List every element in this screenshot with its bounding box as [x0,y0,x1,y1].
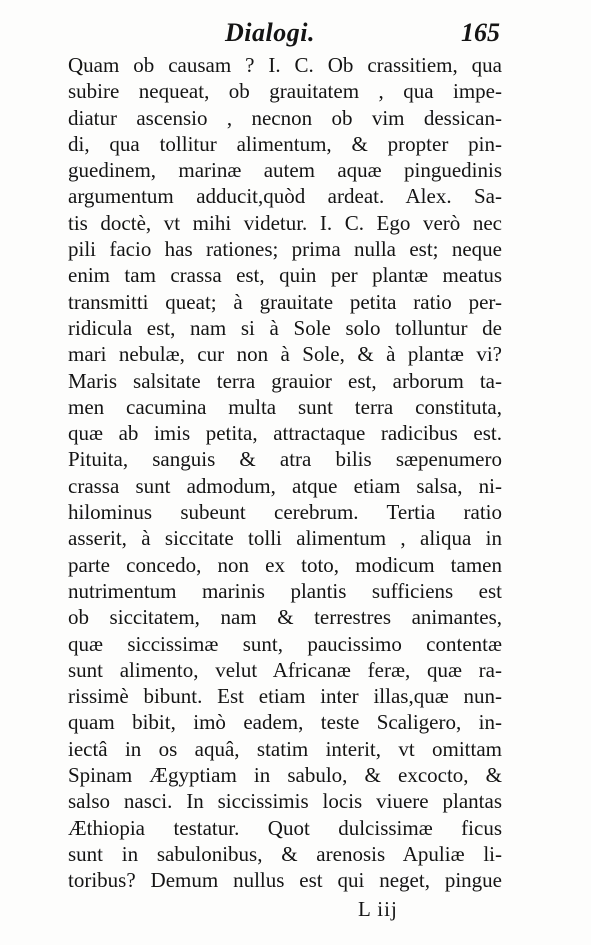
text-line: guedinem, marinæ autem aquæ pinguedinis [68,158,502,183]
text-line: quæ siccissimæ sunt, paucissimo contentæ [68,631,502,656]
text-line: pili facio has rationes; prima nulla est; neque [68,237,502,262]
text-line: rissimè bibunt. Est etiam inter illas,quæ nun- [68,684,502,709]
text-line: crassa sunt admodum, atque etiam salsa, ni- [68,473,502,498]
text-line: Maris salsitate terra grauior est, arborum ta- [68,368,502,393]
text-line: argumentum adducit,quòd ardeat. Alex. Sa- [68,184,502,209]
text-line: enim tam crassa est, quin per plantæ meatus [68,263,502,288]
text-line: Quam ob causam ? I. C. Ob crassitiem, qua [68,53,502,77]
page-number: 165 [461,18,500,47]
text-line: nutrimentum marinis plantis sufficiens est [68,578,502,603]
text-line: ob siccitatem, nam & terrestres animantes, [68,605,502,630]
text-line: sunt in sabulonibus, & arenosis Apuliæ li- [68,841,502,866]
body-text [68,52,502,894]
text-line: hilominus subeunt cerebrum. Tertia ratio [68,500,502,525]
text-line: diatur ascensio , necnon ob vim dessican- [68,105,502,130]
text-line: asserit, à siccitate tolli alimentum , aliqua in [68,526,502,551]
running-title: Dialogi. [225,18,315,47]
text-line: Æthiopia testatur. Quot dulcissimæ ficus [68,815,502,840]
text-line: toribus? Demum nullus est qui neget, pingue [68,868,502,893]
text-line: tis doctè, vt mihi videtur. I. C. Ego verò nec [68,210,502,235]
text-line: di, qua tollitur alimentum, & propter pin- [68,131,502,156]
text-line: men cacumina multa sunt terra constituta, [68,394,502,419]
text-line: sunt alimento, velut Africanæ feræ, quæ ra- [68,657,502,682]
text-line: quam bibit, imò eadem, teste Scaligero, in- [68,710,502,735]
text-line: ridicula est, nam si à Sole solo tolluntur de [68,315,502,340]
text-line: transmitti queat; à grauitate petita ratio per- [68,289,502,314]
text-line: parte concedo, non ex toto, modicum tamen [68,552,502,577]
signature-mark: L iij [358,897,398,921]
text-line: quæ ab imis petita, attractaque radicibus est. [68,421,502,446]
text-line: Spinam Ægyptiam in sabulo, & excocto, & [68,763,502,788]
page-footer [68,897,502,927]
text-line: iectâ in os aquâ, statim interit, vt omittam [68,736,502,761]
text-line: salso nasci. In siccissimis locis viuere plantas [68,789,502,814]
text-line: subire nequeat, ob grauitatem , qua impe- [68,79,502,104]
text-line: mari nebulæ, cur non à Sole, & à plantæ vi? [68,342,502,367]
text-line: Pituita, sanguis & atra bilis sæpenumero [68,447,502,472]
page-header [70,18,500,52]
